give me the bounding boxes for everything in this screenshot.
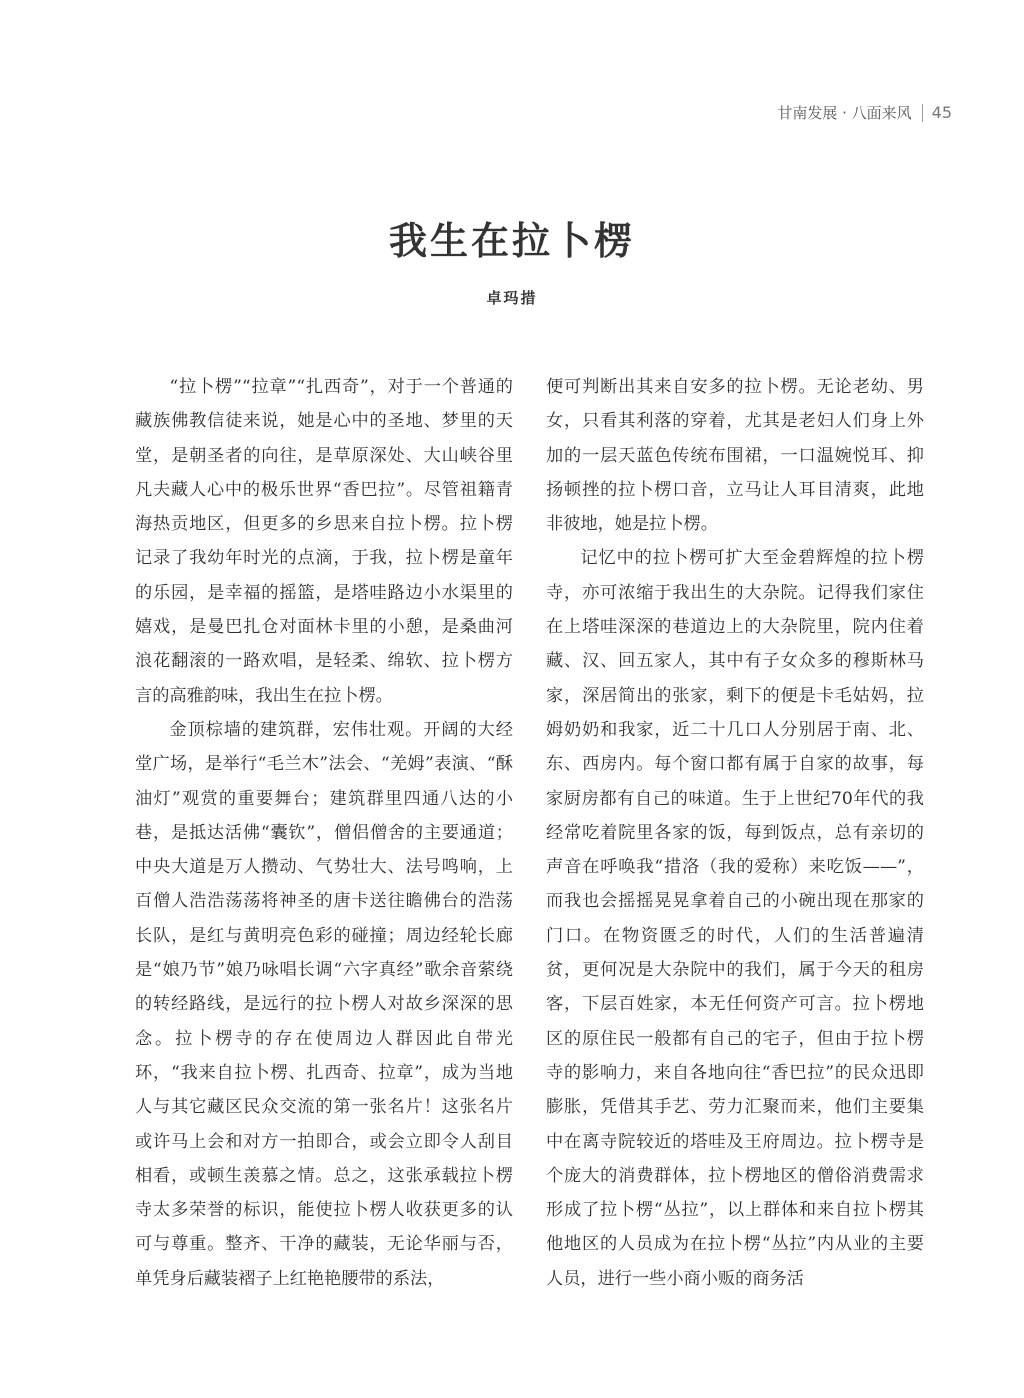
article-title: 我生在拉卜楞 (388, 218, 635, 263)
left-column (135, 370, 513, 1296)
paragraph-continued: 便可判断出其来自安多的拉卜楞。无论老幼、男女，只看其利落的穿着，尤其是老妇人们身上外加的一层天蓝色传统布围裙，一口温婉悦耳、抑扬顿挫的拉卜楞口音，立马让人耳目清爽，此地非彼地，她是拉卜楞。 (546, 377, 924, 535)
paragraph: 金顶棕墙的建筑群，宏伟壮观。开阔的大经堂广场，是举行“毛兰木”法会、“羌姆”表演、“酥油灯”观赏的重要舞台；建筑群里四通八达的小巷，是抵达活佛“囊钦”，僧侣僧舍的主要通道；中央大道是万人攒动、气势壮大、法号鸣响，上百僧人浩浩荡荡将神圣的唐卡送往瞻佛台的浩荡长队，是红与黄明亮色彩的碰撞；周边经轮长廊是“娘乃节”娘乃咏唱长调“六字真经”歌余音萦绕的转经路线，是远行的拉卜楞人对故乡深深的思念。拉卜楞寺的存在使周边人群因此自带光环，“我来自拉卜楞、扎西奇、拉章”，成为当地人与其它藏区民众交流的第一张名片！这张名片或许马上会和对方一拍即合，或会立即令人刮目相看，或顿生羡慕之情。总之，这张承载拉卜楞寺太多荣誉的标识，能使拉卜楞人收获更多的认可与尊重。整齐、干净的藏装，无论华丽与否，单凭身后藏装褶子上红艳艳腰带的系法， (135, 719, 513, 1289)
running-head (777, 102, 952, 123)
section-title: 甘南发展 · 八面来风 (777, 104, 912, 122)
header-divider (922, 104, 923, 122)
paragraph: 记忆中的拉卜楞可扩大至金碧辉煌的拉卜楞寺，亦可浓缩于我出生的大杂院。记得我们家住在上塔哇深深的巷道边上的大杂院里，院内住着藏、汉、回五家人，其中有子女众多的穆斯林马家，深居简出的张家，剩下的便是卡毛姑妈，拉姆奶奶和我家，近二十几口人分别居于南、北、东、西房内。每个窗口都有属于自家的故事，每家厨房都有自己的味道。生于上世纪70年代的我经常吃着院里各家的饭，每到饭点，总有亲切的声音在呼唤我“措洛（我的爱称）来吃饭——”，而我也会摇摇晃晃拿着自己的小碗出现在那家的门口。在物资匮乏的时代，人们的生活普遍清贫，更何况是大杂院中的我们，属于今天的租房客，下层百姓家，本无任何资产可言。拉卜楞地区的原住民一般都有自己的宅子，但由于拉卜楞寺的影响力，来自各地向往“香巴拉”的民众迅即膨胀，凭借其手艺、劳力汇聚而来，他们主要集中在离寺院较近的塔哇及王府周边。拉卜楞寺是个庞大的消费群体，拉卜楞地区的僧俗消费需求形成了拉卜楞“丛拉”，以上群体和来自拉卜楞其他地区的人员成为在拉卜楞“丛拉”内从业的主要人员，进行一些小商小贩的商务活 (546, 548, 924, 1289)
paragraph: “拉卜楞”“拉章”“扎西奇”，对于一个普通的藏族佛教信徒来说，她是心中的圣地、梦里的天堂，是朝圣者的向往，是草原深处、大山峡谷里凡夫藏人心中的极乐世界“香巴拉”。尽管祖籍青海热贡地区，但更多的乡思来自拉卜楞。拉卜楞记录了我幼年时光的点滴，于我，拉卜楞是童年的乐园，是幸福的摇篮，是塔哇路边小水渠里的嬉戏，是曼巴扎仓对面林卡里的小憩，是桑曲河浪花翻滚的一路欢唱，是轻柔、绵软、拉卜楞方言的高雅韵味，我出生在拉卜楞。 (135, 377, 513, 706)
article-author: 卓玛措 (486, 289, 538, 307)
page-number: 45 (931, 103, 952, 122)
right-column (546, 370, 924, 1296)
